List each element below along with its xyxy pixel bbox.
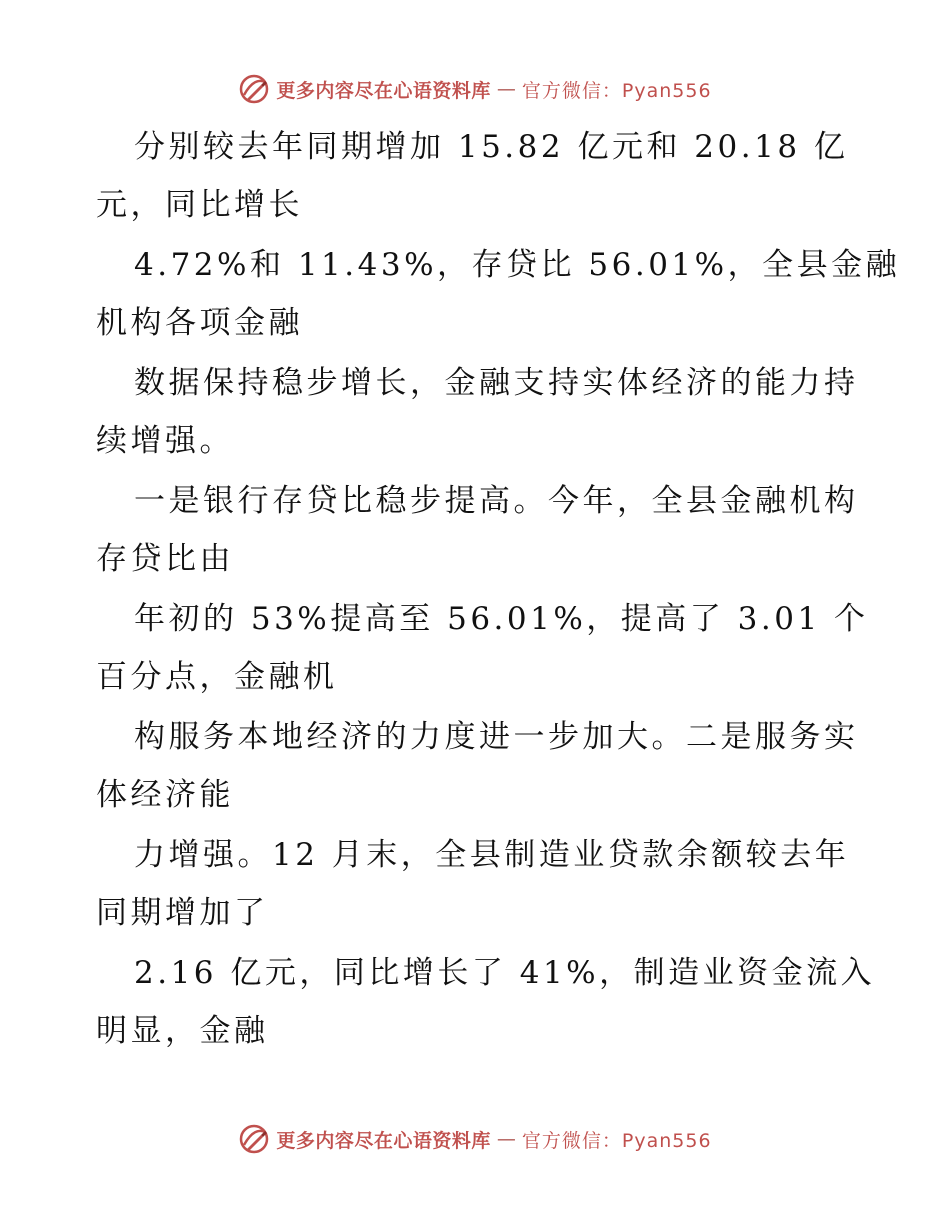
header-contact-text: 官方微信：Pyan556 [521,79,712,102]
paragraph-line: 机构各项金融 [96,305,303,341]
paragraph-line: 力增强。12 月末，全县制造业贷款余额较去年 [134,837,850,873]
paragraph-line: 百分点，金融机 [96,659,338,695]
header-dash: — [496,78,516,100]
footer-watermark-banner [0,1122,950,1156]
header-watermark-banner [0,72,950,106]
pen-logo-icon [238,1123,270,1155]
paragraph-line: 元，同比增长 [96,187,303,223]
paragraph-line: 构服务本地经济的力度进一步加大。二是服务实 [134,719,859,755]
paragraph-line: 体经济能 [96,777,234,813]
paragraph-line: 明显，金融 [96,1013,269,1049]
paragraph-line: 年初的 53%提高至 56.01%，提高了 3.01 个 [134,601,869,637]
paragraph-line: 续增强。 [96,423,234,459]
paragraph-line: 同期增加了 [96,895,269,931]
paragraph-line: 分别较去年同期增加 15.82 亿元和 20.18 亿 [134,129,849,165]
paragraph-line: 2.16 亿元，同比增长了 41%，制造业资金流入 [134,955,876,991]
header-brand-text: 更多内容尽在心语资料库 [276,79,491,102]
paragraph-line: 存贷比由 [96,541,234,577]
pen-logo-icon [238,73,270,105]
paragraph-line: 一是银行存贷比稳步提高。今年，全县金融机构 [134,483,859,519]
paragraph-line: 4.72%和 11.43%，存贷比 56.01%，全县金融 [134,247,901,283]
footer-brand-text: 更多内容尽在心语资料库 [276,1129,491,1152]
footer-dash: — [496,1128,516,1150]
paragraph-line: 数据保持稳步增长，金融支持实体经济的能力持 [134,365,859,401]
footer-contact-text: 官方微信：Pyan556 [521,1129,712,1152]
